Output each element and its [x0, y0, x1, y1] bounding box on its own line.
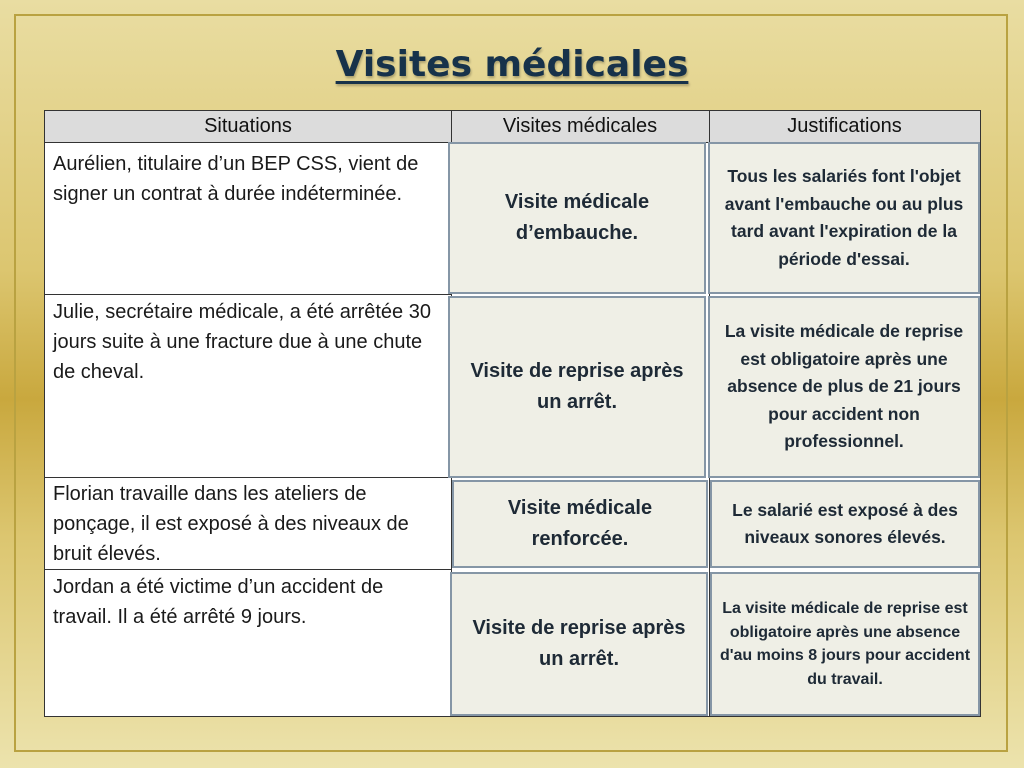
row-divider — [45, 569, 451, 570]
row-divider — [45, 294, 451, 295]
justification-box-3: Le salarié est exposé à des niveaux sonores élevés. — [710, 480, 980, 568]
visit-box-4: Visite de reprise après un arrêt. — [450, 572, 708, 716]
situation-cell-1: Aurélien, titulaire d’un BEP CSS, vient de signer un contrat à durée indéterminée. — [53, 153, 419, 205]
visit-box-3: Visite médicale renforcée. — [452, 480, 708, 568]
situation-cell-3: Florian travaille dans les ateliers de ponçage, il est exposé à des niveaux de bruit élevés. — [53, 483, 409, 565]
visit-box-1: Visite médicale d’embauche. — [448, 142, 706, 294]
header-situations: Situations — [45, 111, 451, 143]
justification-box-4: La visite médicale de reprise est obligatoire après une absence d'au moins 8 jours pour accident du travail. — [710, 572, 980, 716]
visit-box-2: Visite de reprise après un arrêt. — [448, 296, 706, 478]
justification-box-1: Tous les salariés font l'objet avant l'embauche ou au plus tard avant l'expiration de la période d'essai. — [708, 142, 980, 294]
situation-cell-2: Julie, secrétaire médicale, a été arrêtée 30 jours suite à une fracture due à une chute de cheval. — [53, 301, 431, 383]
page-title: Visites médicales — [335, 44, 689, 85]
header-visites: Visites médicales — [451, 111, 709, 143]
justification-box-2: La visite médicale de reprise est obligatoire après une absence de plus de 21 jours pour accident non professionnel. — [708, 296, 980, 478]
row-divider — [45, 477, 451, 478]
header-justifications: Justifications — [709, 111, 980, 143]
situation-cell-4: Jordan a été victime d’un accident de travail. Il a été arrêté 9 jours. — [53, 576, 384, 628]
